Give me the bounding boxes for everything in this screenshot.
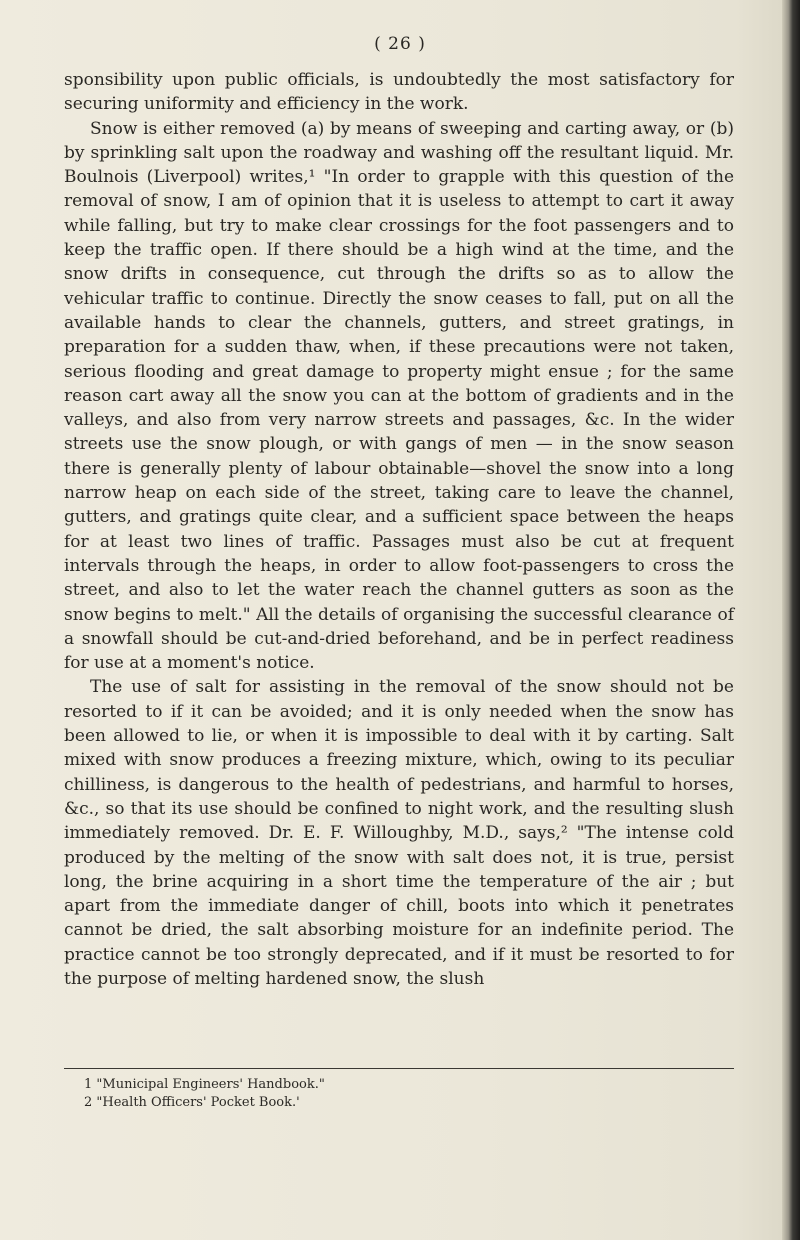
footnote: 2 "Health Officers' Pocket Book.' [84, 1095, 300, 1110]
footnotes [84, 1076, 684, 1112]
body-text [64, 68, 734, 991]
page-number: ( 26 ) [374, 34, 426, 54]
paragraph: Snow is either removed (a) by means of sweeping and carting away, or (b) by sprinkling salt upon the roadway and washing off the resultant liquid. Mr. Boulnois (Liverpool) writes,¹ "In order to grapple with this question of the removal of snow, I am of opinion that it is useless to attempt to cart it away while falling, but try to make clear crossings for the foot passengers and to keep the traffic open. If there should be a high wind at the time, and the snow drifts in consequence, cut through the drifts so as to allow the vehicular traffic to continue. Directly the snow ceases to fall, put on all the available hands to clear the channels, gutters, and street gratings, in preparation for a sudden thaw, when, if these precautions were not taken, serious flooding and great damage to property might ensue ; for the same reason cart away all the snow you can at the bottom of gradients and in the valleys, and also from very narrow streets and passages, &c. In the wider streets use the snow plough, or with gangs of men — in the snow season there is generally plenty of labour obtainable—shovel the snow into a long narrow heap on each side of the street, taking care to leave the channel, gutters, and gratings quite clear, and a sufficient space between the heaps for at least two lines of traffic. Passages must also be cut at frequent intervals through the heaps, in order to allow foot-passengers to cross the street, and also to let the water reach the channel gutters as soon as the snow begins to melt." All the details of organising the successful clearance of a snowfall should be cut-and-dried beforehand, and be in perfect readiness for use at a moment's notice. [64, 118, 734, 674]
paragraph: sponsibility upon public officials, is undoubtedly the most satisfactory for securing uniformity and efficiency in the work. [64, 70, 734, 115]
paragraph: The use of salt for assisting in the removal of the snow should not be resorted to if it can be avoided; and it is only needed when the snow has been allowed to lie, or when it is impossible to deal with it by carting. Salt mixed with snow produces a freezing mixture, which, owing to its peculiar chilliness, is dangerous to the health of pedestrians, and harmful to horses, &c., so that its use should be confined to night work, and the resulting slush immediately removed. Dr. E. F. Willoughby, M.D., says,² "The intense cold produced by the melting of the snow with salt does not, it is true, persist long, the brine acquiring in a short time the temperature of the air ; but apart from the immediate danger of chill, boots into which it penetrates cannot be dried, the salt absorbing moisture for an indefinite period. The practice cannot be too strongly deprecated, and if it must be resorted to for the purpose of melting hardened snow, the slush [64, 677, 734, 989]
book-spine-edge [782, 0, 800, 1240]
footnote: 1 "Municipal Engineers' Handbook." [84, 1077, 325, 1092]
footnote-rule [64, 1068, 734, 1069]
